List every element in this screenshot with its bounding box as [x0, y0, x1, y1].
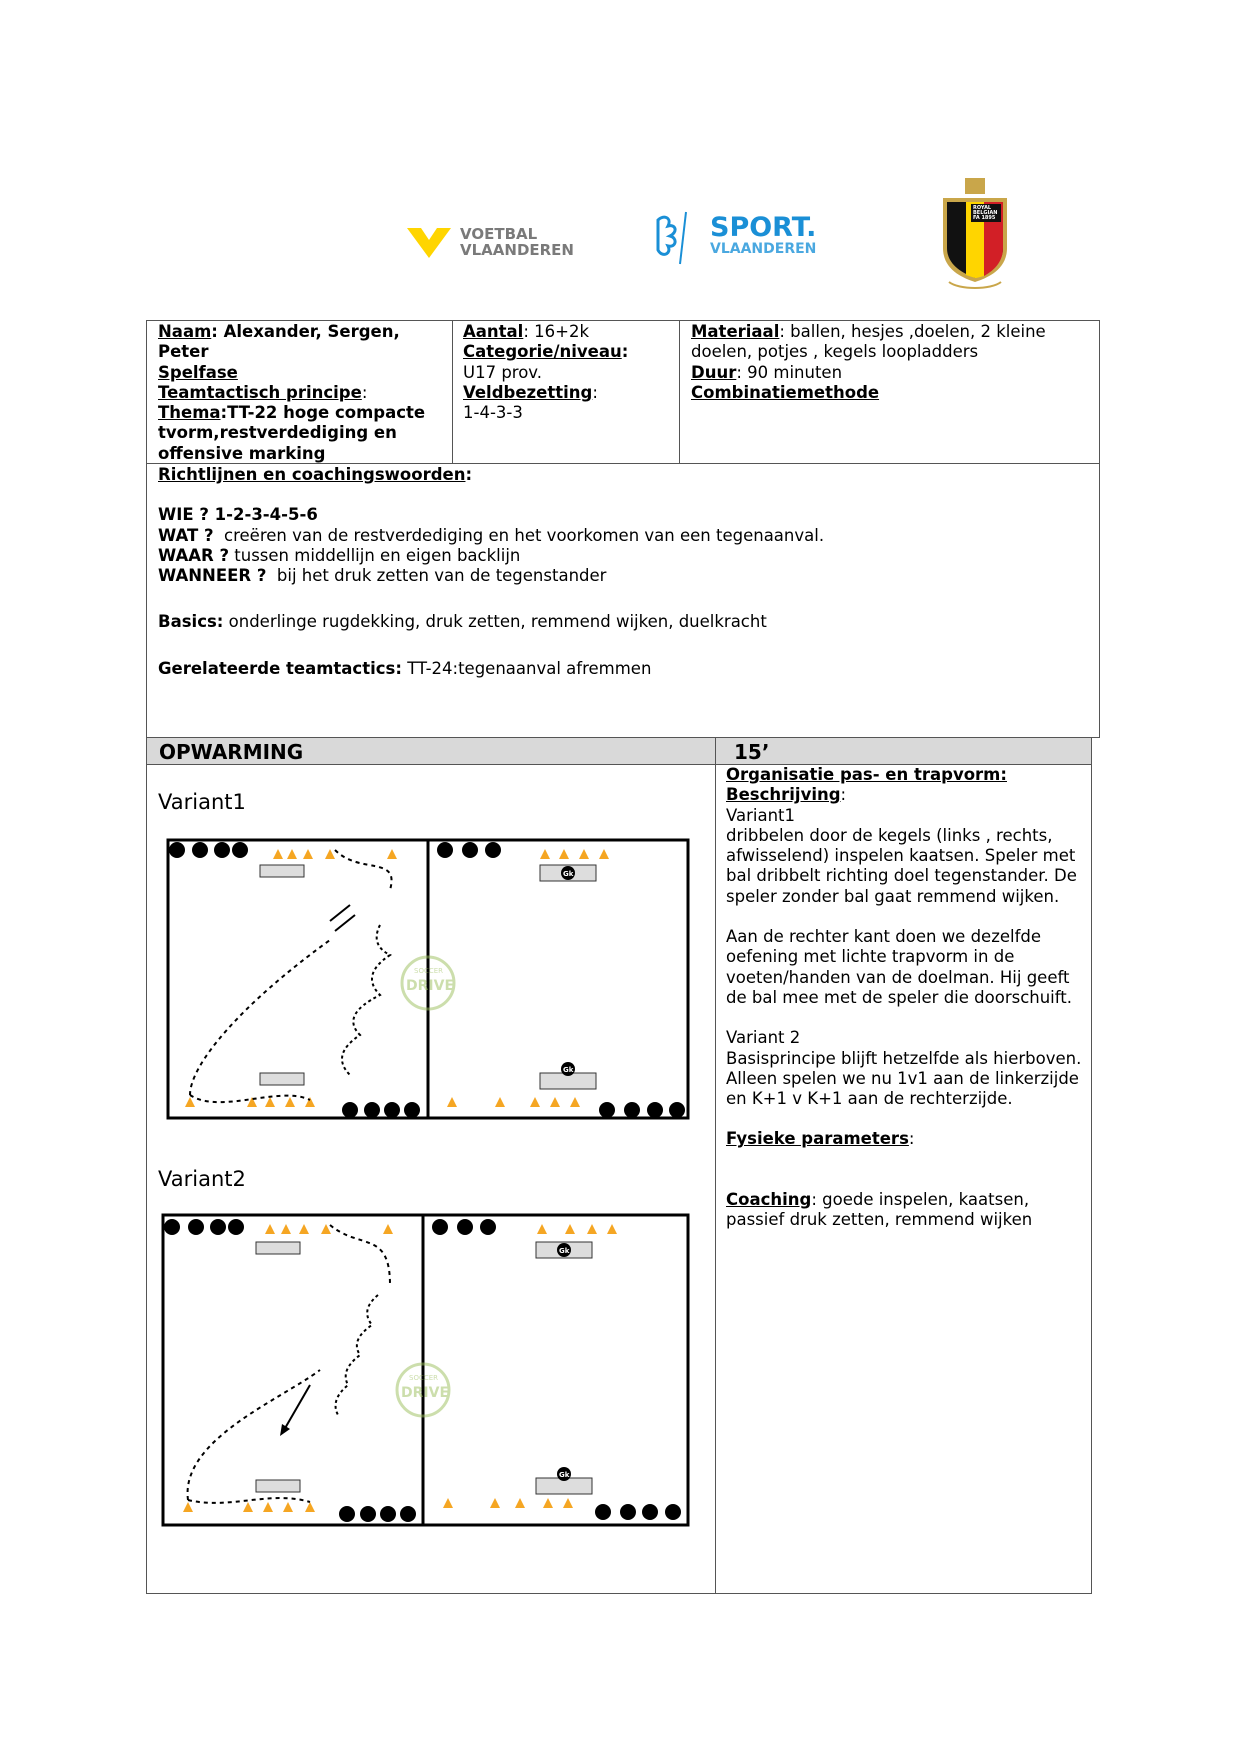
- crest-icon: [935, 178, 1015, 293]
- veld-label: Veldbezetting: [463, 382, 593, 402]
- basics-label: Basics:: [158, 612, 224, 632]
- fysieke-suffix: :: [908, 1129, 915, 1149]
- section-duration-cell: [715, 737, 1092, 765]
- vv-logo-icon: [405, 222, 455, 262]
- aantal-value: : 16+2k: [523, 322, 590, 341]
- beschrijving-suffix: :: [840, 785, 847, 805]
- v1-title: Variant1: [726, 805, 796, 825]
- richtlijnen-content: [158, 465, 1088, 679]
- v2-title: Variant 2: [726, 1028, 801, 1048]
- crest-text: ROYAL BELGIAN FA 1895: [973, 205, 998, 221]
- logo-voetbal-vlaanderen: [405, 222, 585, 262]
- richtlijnen-title: Richtlijnen en coachingswoorden: [158, 465, 466, 484]
- gk-label: Gk: [563, 870, 574, 878]
- sv-line1: SPORT.: [710, 212, 817, 243]
- goal-top-left: [260, 865, 304, 877]
- section-title: OPWARMING: [159, 740, 304, 764]
- info-col-3: [691, 322, 1091, 403]
- materiaal-value: : ballen, hesjes ,doelen, 2 kleine doelen, potjes , kegels loopladders: [691, 322, 1046, 362]
- watermark-top: SOCCER: [414, 967, 444, 975]
- wat-label: WAT ?: [158, 525, 214, 545]
- veld-suffix: :: [592, 382, 598, 402]
- gk-label: Gk: [563, 1066, 574, 1074]
- goal-bottom-left: [260, 1073, 304, 1085]
- gk-label: Gk: [559, 1247, 570, 1255]
- teamtactisch-suffix: :: [361, 382, 368, 402]
- lion-icon: [650, 210, 700, 266]
- gerelateerde-label: Gerelateerde teamtactics:: [158, 658, 402, 678]
- org-title: Organisatie pas- en trapvorm:: [726, 765, 1007, 784]
- fysieke-label: Fysieke parameters: [726, 1129, 909, 1149]
- teamtactisch-label: Teamtactisch principe: [158, 382, 362, 402]
- coaching-value: : goede inspelen, kaatsen, passief druk zetten, remmend wijken: [726, 1189, 1033, 1230]
- richtlijnen-suffix: :: [465, 465, 473, 484]
- logo-royal-belgian-fa: [935, 178, 1015, 293]
- wat-value: creëren van de restverdediging en het voorkomen van een tegenaanval.: [213, 525, 825, 545]
- section-title-cell: [146, 737, 716, 765]
- goal-bottom-left: [256, 1480, 300, 1492]
- vv-line2: VLAANDEREN: [460, 241, 574, 259]
- v1-text: dribbelen door de kegels (links , rechts, afwisselend) inspelen kaatsen. Speler met bal dribbelt richting doel tegenstander. De speler zonder bal gaat remmend wijken.: [726, 825, 1077, 906]
- gerelateerde-value: TT-24:tegenaanval afremmen: [401, 658, 652, 678]
- veld-value: 1-4-3-3: [463, 403, 523, 423]
- variant1-label: Variant1: [158, 790, 246, 814]
- beschrijving-label: Beschrijving: [726, 785, 841, 805]
- thema-value: :TT-22 hoge compacte tvorm,restverdediging en offensive marking: [158, 403, 426, 463]
- info-col-1: [158, 322, 448, 464]
- wie-line: WIE ? 1-2-3-4-5-6: [158, 505, 318, 525]
- watermark-main: DRIVE: [401, 1385, 450, 1401]
- duur-value: : 90 minuten: [736, 362, 843, 382]
- wanneer-value: bij het druk zetten van de tegenstander: [266, 566, 607, 586]
- diagram-variant2: [160, 1210, 695, 1530]
- section-duration: 15’: [734, 740, 770, 764]
- v2-text: Basisprincipe blijft hetzelfde als hierboven. Alleen spelen we nu 1v1 aan de linkerzijde en K+1 v K+1 aan de rechterzijde.: [726, 1048, 1082, 1109]
- info-col-2: [463, 322, 673, 423]
- v1-text2: Aan de rechter kant doen we dezelfde oefening met lichte trapvorm in de voeten/handen van de doelman. Hij geeft de bal mee met de speler die doorschuift.: [726, 927, 1073, 1007]
- divider: [452, 320, 453, 464]
- thema-label: Thema: [158, 403, 221, 423]
- duur-label: Duur: [691, 362, 737, 382]
- divider: [679, 320, 680, 464]
- gk-label: Gk: [559, 1471, 570, 1479]
- waar-value: tussen middellijn en eigen backlijn: [229, 545, 521, 565]
- categorie-value: U17 prov.: [463, 362, 543, 382]
- naam-label: Naam: [158, 322, 212, 341]
- goal-top-left: [256, 1242, 300, 1254]
- coaching-label: Coaching: [726, 1189, 812, 1209]
- categorie-label: Categorie/niveau: [463, 342, 622, 362]
- vv-line1: VOETBAL: [460, 225, 538, 243]
- sv-line2: VLAANDEREN: [710, 241, 817, 257]
- watermark-main: DRIVE: [406, 978, 455, 994]
- logo-sport-vlaanderen: [650, 208, 850, 268]
- aantal-label: Aantal: [463, 322, 524, 341]
- variant2-label: Variant2: [158, 1167, 246, 1191]
- materiaal-label: Materiaal: [691, 322, 780, 341]
- basics-value: onderlinge rugdekking, druk zetten, remmend wijken, duelkracht: [223, 612, 767, 632]
- waar-label: WAAR ?: [158, 545, 230, 565]
- diagram-variant1: [160, 835, 695, 1125]
- spelfase-label: Spelfase: [158, 362, 238, 382]
- wanneer-label: WANNEER ?: [158, 566, 267, 586]
- naam-value: : Alexander, Sergen, Peter: [158, 322, 400, 362]
- watermark-top: SOCCER: [409, 1374, 439, 1382]
- combinatie-label: Combinatiemethode: [691, 382, 880, 402]
- right-content: [726, 765, 1086, 1230]
- categorie-suffix: :: [621, 342, 629, 362]
